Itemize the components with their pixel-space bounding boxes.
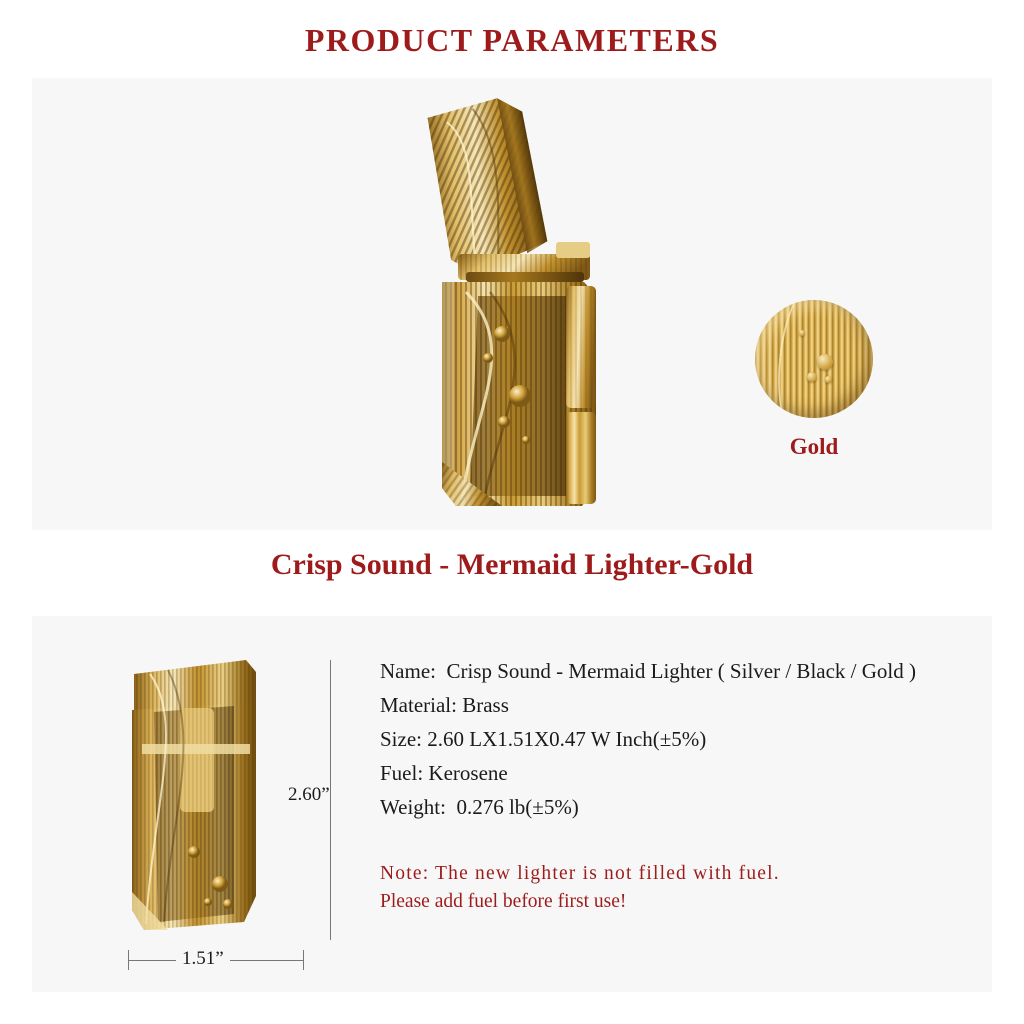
height-dimension-line [330, 660, 331, 940]
swatch-curve-decor [771, 300, 848, 418]
spec-line-name: Name: Crisp Sound - Mermaid Lighter ( Silver / Black / Gold ) [380, 659, 916, 683]
height-dimension-label: 2.60” [288, 784, 330, 805]
spec-text-block [380, 654, 960, 916]
page-title: PRODUCT PARAMETERS [304, 22, 720, 58]
hero-panel [32, 78, 992, 530]
product-name: Crisp Sound - Mermaid Lighter-Gold [270, 548, 754, 581]
product-image-open-lighter [370, 96, 660, 516]
spec-line-size: Size: 2.60 LX1.51X0.47 W Inch(±5%) [380, 727, 707, 751]
fuel-note [380, 860, 960, 916]
specification-panel [32, 616, 992, 992]
product-image-closed-lighter [124, 652, 264, 937]
swatch-bubble-icon [817, 354, 833, 370]
dimension-figure [92, 642, 342, 972]
spec-line-fuel: Fuel: Kerosene [380, 761, 508, 785]
swatch-bubble-icon [825, 376, 832, 383]
swatch-bubble-icon [807, 372, 817, 382]
width-dimension-tick-left [128, 950, 129, 970]
fuel-note-line-1: Note: The new lighter is not filled with fuel. [380, 863, 780, 884]
width-dimension-tick-right [303, 950, 304, 970]
gold-swatch-icon[interactable] [755, 300, 873, 418]
fuel-note-line-2: Please add fuel before first use! [380, 891, 627, 912]
swatch-label: Gold [789, 434, 839, 459]
spec-line-weight: Weight: 0.276 lb(±5%) [380, 795, 579, 819]
swatch-bubble-icon [799, 330, 805, 336]
width-dimension-label: 1.51” [176, 948, 230, 970]
color-swatch-group[interactable] [729, 300, 899, 460]
spec-line-material: Material: Brass [380, 693, 509, 717]
